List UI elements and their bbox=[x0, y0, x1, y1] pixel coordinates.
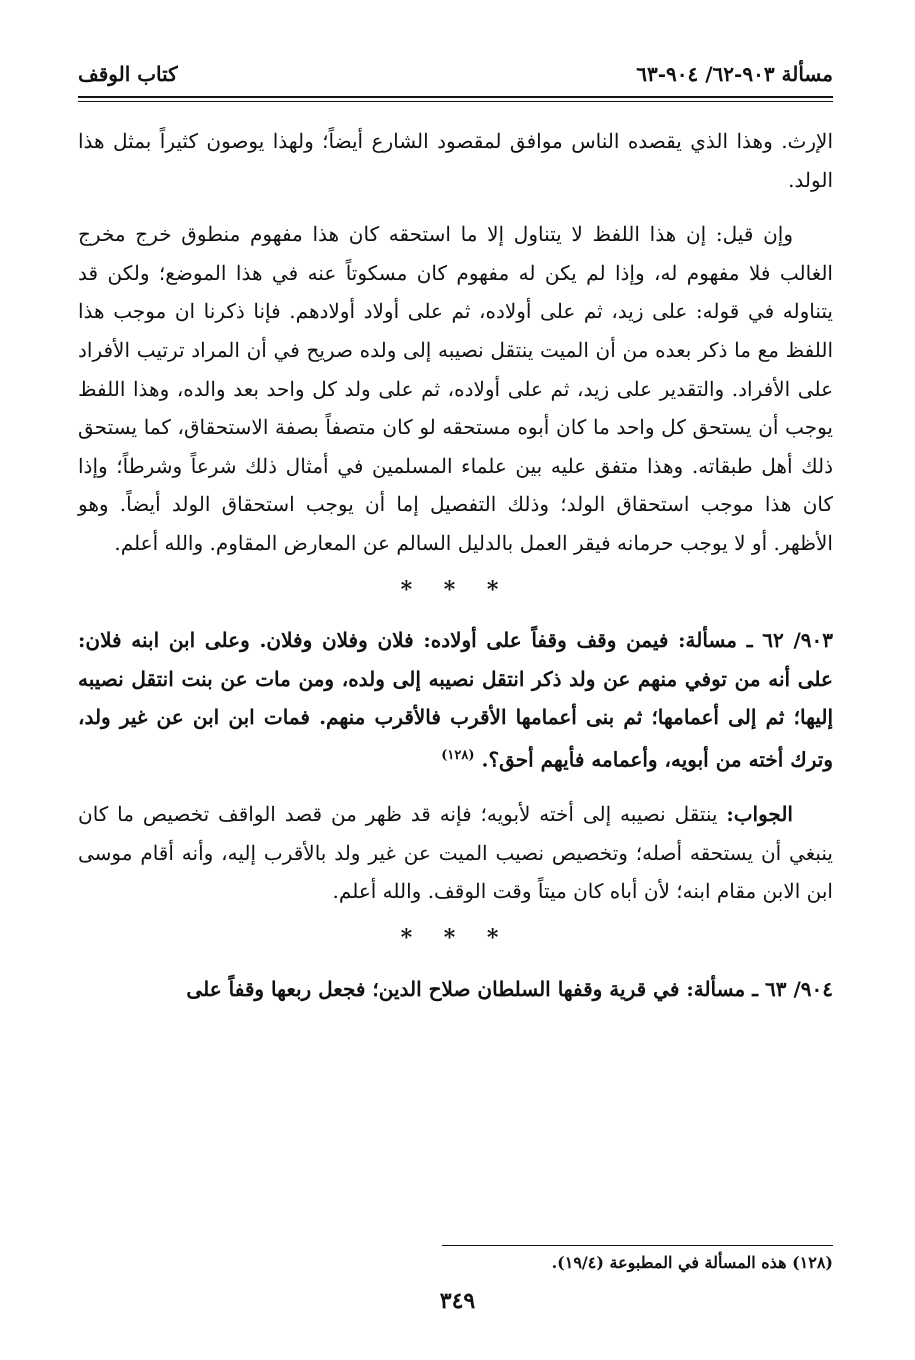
footnote-ref-128: (١٢٨) bbox=[441, 747, 475, 763]
answer-label: الجواب: bbox=[726, 802, 793, 827]
question-904-text: في قرية وقفها السلطان صلاح الدين؛ فجعل ربعها وقفاً على bbox=[186, 976, 680, 1001]
header-book-title: كتاب الوقف bbox=[78, 62, 178, 86]
paragraph-gap bbox=[78, 779, 833, 795]
question-903-text: فيمن وقف وقفاً على أولاده: فلان وفلان وفلان. وعلى ابن ابنه فلان: على أنه من توفي منهم عن ولد ذكر انتقل نصيبه إلى ولده، ومن مات عن بنت انتقل نصيبه إليها؛ ثم إلى أعمامها؛ ثم بنى أعمامها الأقرب فالأقرب منهم. فمات ابن ابن عن غير ولد، وترك أخته من أبويه، وأعمامه فأيهم أحق؟. bbox=[78, 628, 833, 772]
paragraph-1: الإرث. وهذا الذي يقصده الناس موافق لمقصود الشارع أيضاً؛ ولهذا يوصون كثيراً بمثل هذا الولد. bbox=[78, 129, 833, 192]
running-header bbox=[78, 58, 833, 92]
paragraph-gap bbox=[78, 199, 833, 215]
question-903-label: ٩٠٣/ ٦٢ ـ مسألة: bbox=[678, 628, 833, 653]
paragraph-2: وإن قيل: إن هذا اللفظ لا يتناول إلا ما استحقه كان هذا مفهوم منطوق خرج مخرج الغالب فلا مفهوم له، وإذا لم يكن له مفهوم كان مسكوتاً عنه في هذا الموضع؛ ولكن قد يتناوله في قوله: على زيد، ثم على أولاده، ثم على أولاد أولادهم. فإنا ذكرنا ان موجب هذا اللفظ مع ما ذكر بعده من أن الميت ينتقل نصيبه إلى ولده صريح في أن المراد ترتيب الأفراد على الأفراد. والتقدير على زيد، ثم على أولاده، ثم على ولد كل واحد بعد والده، وهذا اللفظ يوجب أن يستحق كل واحد ما كان أبوه مستحقه لو كان متصفاً بصفة الاستحقاق، كما يستحق ذلك أهل طبقاته. وهذا متفق عليه بين علماء المسلمين في أمثال ذلك شرعاً وشرطاً؛ وإذا كان هذا موجب استحقاق الولد؛ وذلك التفصيل إما أن يوجب استحقاق الولد أيضاً. وهو الأظهر. أو لا يوجب حرمانه فيقر العمل بالدليل السالم عن المعارض المقاوم. والله أعلم. bbox=[78, 222, 833, 555]
body-text bbox=[78, 122, 833, 1008]
question-903 bbox=[78, 621, 833, 779]
question-904 bbox=[78, 970, 833, 1009]
footnote-rule bbox=[442, 1245, 833, 1246]
header-rule bbox=[78, 96, 833, 98]
question-904-label: ٩٠٤/ ٦٣ ـ مسألة: bbox=[686, 976, 833, 1001]
header-rule-thin bbox=[78, 101, 833, 102]
page-number: ٣٤٩ bbox=[439, 1288, 476, 1314]
section-separator: * * * bbox=[400, 576, 511, 603]
answer-903-text: ينتقل نصيبه إلى أخته لأبويه؛ فإنه قد ظهر من قصد الواقف تخصيص ما كان ينبغي أن يستحقه أصله؛ وتخصيص نصيب الميت عن غير ولد بالأقرب إليه، وأنه أقام موسى ابن الابن مقام ابنه؛ لأن أباه كان ميتاً وقت الوقف. والله أعلم. bbox=[78, 802, 833, 904]
header-section-title: مسألة ٩٠٣-٦٢/ ٩٠٤-٦٣ bbox=[636, 62, 833, 86]
footnote-128: (١٢٨) هذه المسألة في المطبوعة (١٩/٤). bbox=[551, 1253, 833, 1272]
answer-903 bbox=[78, 795, 833, 911]
section-separator-2: * * * bbox=[400, 924, 511, 951]
